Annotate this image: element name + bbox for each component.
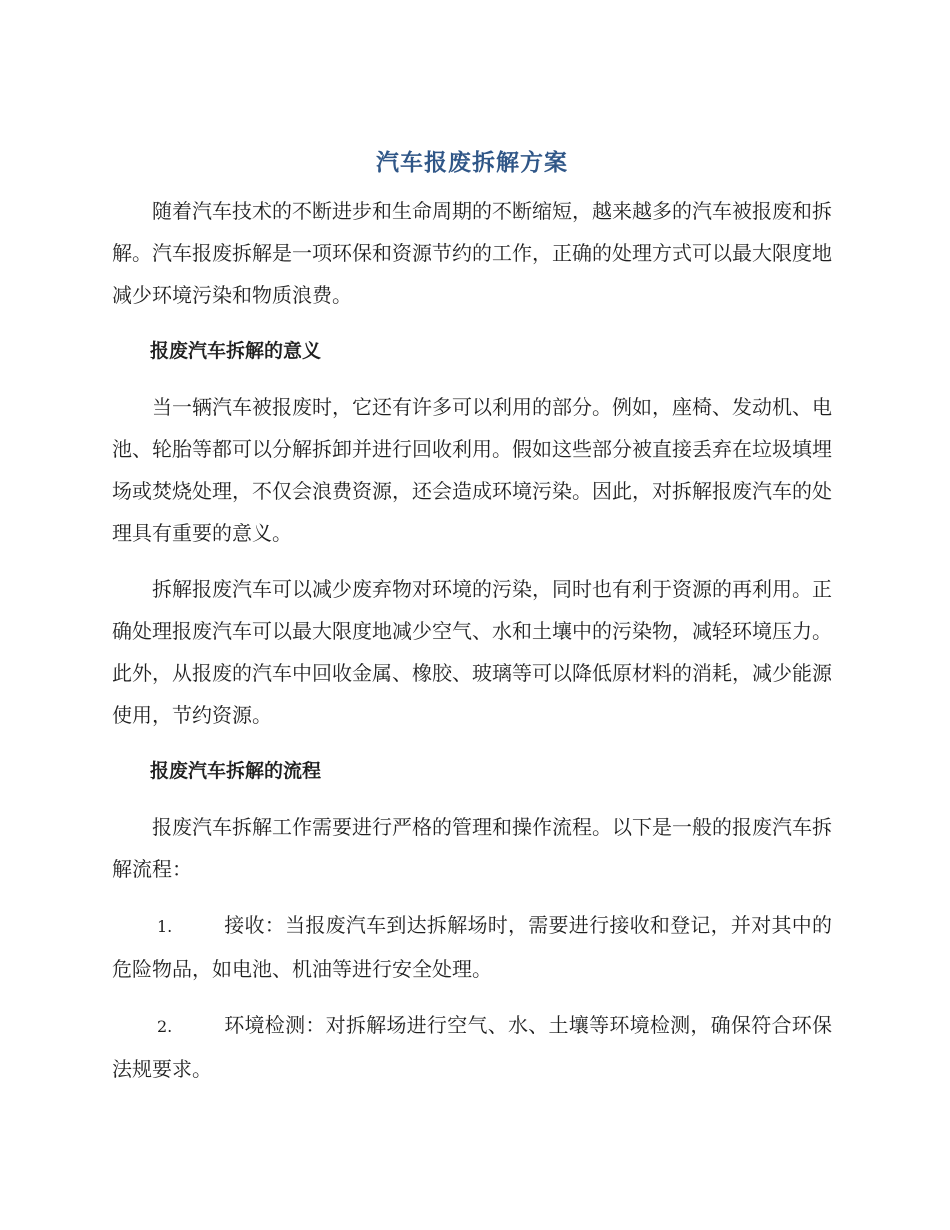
step-number: 2. [157, 1017, 173, 1036]
significance-paragraph-2: 拆解报废汽车可以减少废弃物对环境的污染，同时也有利于资源的再利用。正确处理报废汽车可以最大限度地减少空气、水和土壤中的污染物，减轻环境压力。此外，从报废的汽车中回收金属、橡胶、玻璃等可以降低原材料的消耗，减少能源使用，节约资源。 [112, 577, 832, 727]
process-step-2 [112, 1004, 832, 1090]
document-page [112, 146, 832, 1104]
step-number: 1. [157, 917, 173, 936]
process-paragraph: 报废汽车拆解工作需要进行严格的管理和操作流程。以下是一般的报废汽车拆解流程： [112, 815, 832, 881]
section-heading-significance: 报废汽车拆解的意义 [150, 340, 322, 362]
process-step-1 [112, 904, 832, 990]
section-heading-process: 报废汽车拆解的流程 [150, 760, 322, 782]
significance-paragraph-1: 当一辆汽车被报废时，它还有许多可以利用的部分。例如，座椅、发动机、电池、轮胎等都可以分解拆卸并进行回收利用。假如这些部分被直接丢弃在垃圾填埋场或焚烧处理，不仅会浪费资源，还会造成环境污染。因此，对拆解报废汽车的处理具有重要的意义。 [112, 395, 832, 545]
step-text: 接收：当报废汽车到达拆解场时，需要进行接收和登记，并对其中的危险物品，如电池、机油等进行安全处理。 [112, 913, 832, 981]
intro-paragraph: 随着汽车技术的不断进步和生命周期的不断缩短，越来越多的汽车被报废和拆解。汽车报废拆解是一项环保和资源节约的工作，正确的处理方式可以最大限度地减少环境污染和物质浪费。 [112, 199, 832, 307]
document-title: 汽车报废拆解方案 [376, 150, 568, 176]
step-text: 环境检测：对拆解场进行空气、水、土壤等环境检测，确保符合环保法规要求。 [112, 1013, 832, 1081]
